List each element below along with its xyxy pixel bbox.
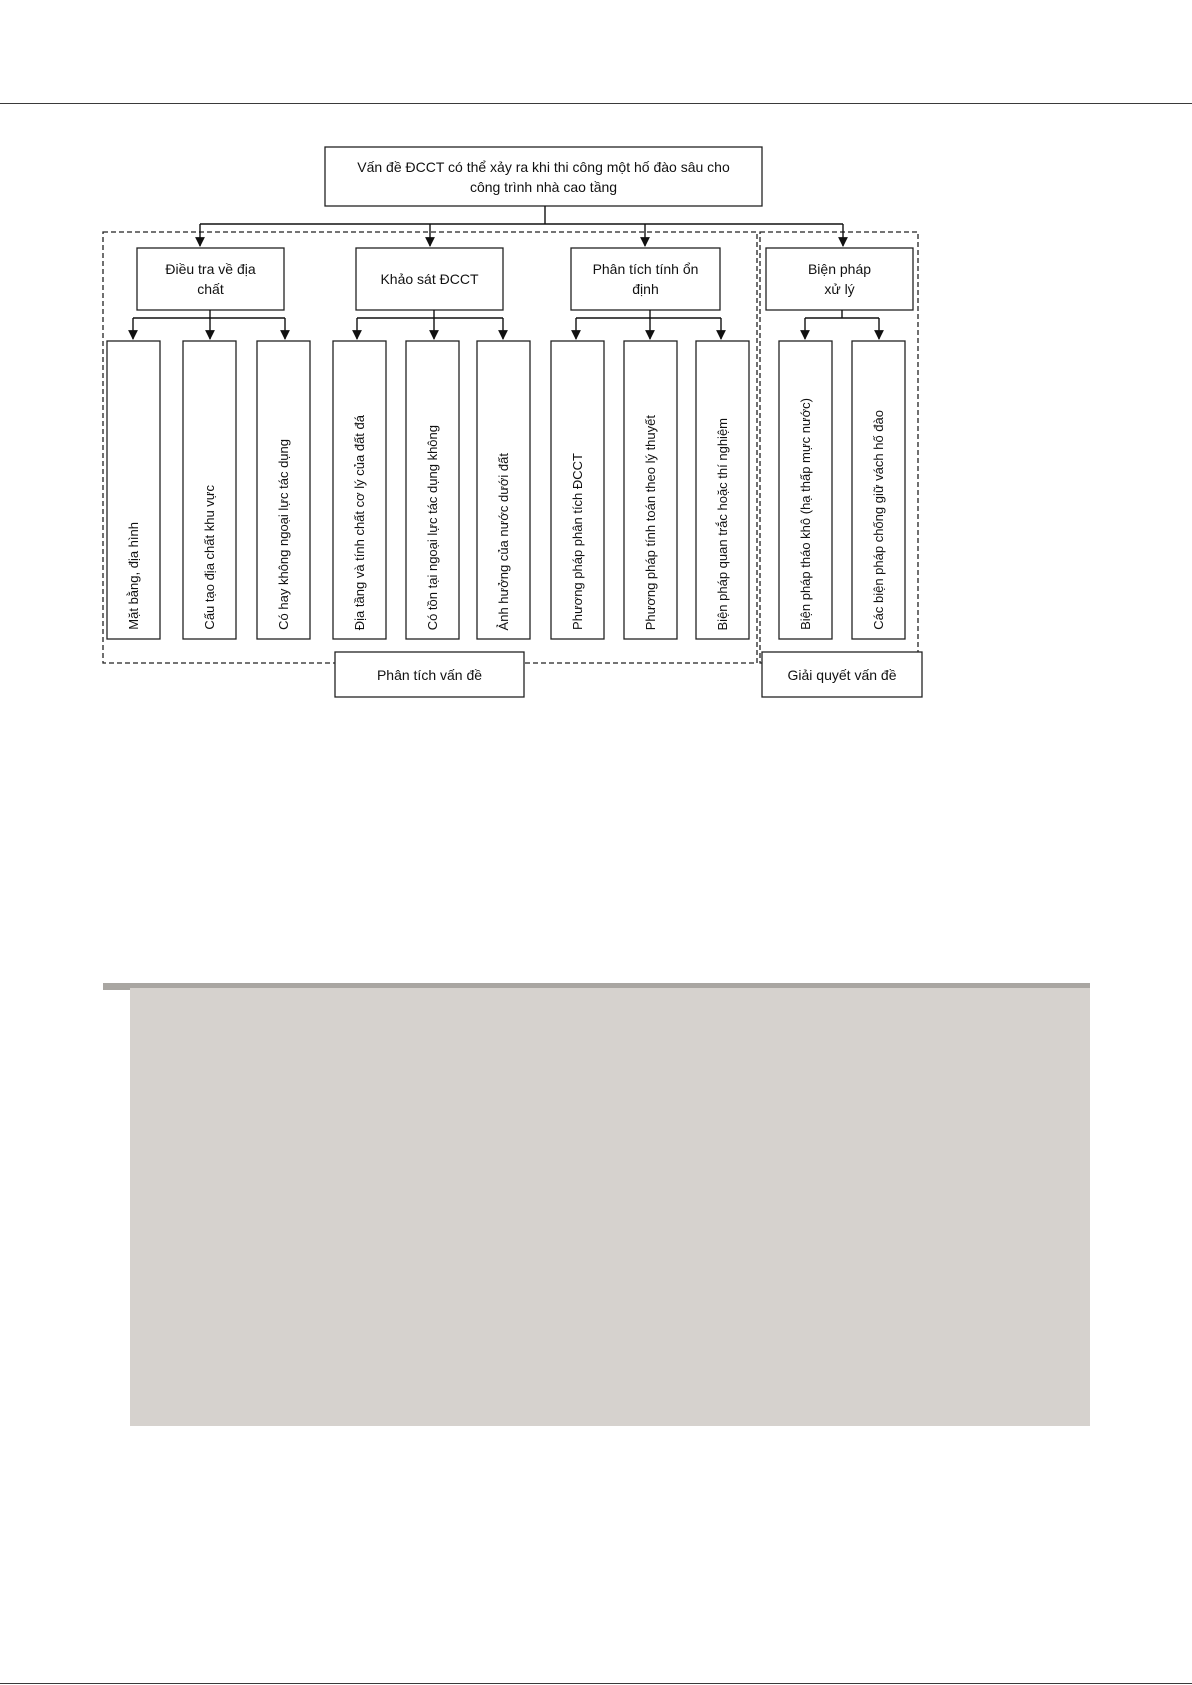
- item-monitoring: [696, 341, 749, 639]
- root-text: Vấn đề ĐCCT có thể xảy ra khi thi công một hố đào sâu cho công trình nhà cao tầng: [357, 158, 730, 195]
- item-groundwater: [477, 341, 530, 639]
- item-label: Biện pháp tháo khô (hạ thấp mực nước): [798, 398, 813, 630]
- solution-label: Giải quyết vấn đề: [787, 666, 897, 683]
- item-wall-support: [852, 341, 905, 639]
- bottom-rule: [0, 1683, 1192, 1684]
- item-label: Có tồn tại ngoại lực tác dụng không: [425, 424, 440, 630]
- item-dewatering: [779, 341, 832, 639]
- item-label: Cấu tạo địa chất khu vực: [202, 485, 217, 630]
- group-title-survey: Khảo sát ĐCCT: [380, 271, 479, 287]
- item-analysis-method: [551, 341, 604, 639]
- item-external-load: [406, 341, 459, 639]
- item-external-forces: [257, 341, 310, 639]
- group-title-geology: Điều tra về địa chất: [165, 261, 256, 297]
- item-regional-geology: [183, 341, 236, 639]
- gray-panel: [130, 988, 1090, 1426]
- group-title-stability: Phân tích tính ổn định: [592, 261, 699, 297]
- item-label: Phương pháp tính toán theo lý thuyết: [643, 414, 658, 630]
- item-label: Địa tầng và tính chất cơ lý của đất đá: [352, 414, 367, 630]
- item-label: Các biện pháp chống giữ vách hố đào: [871, 410, 886, 630]
- item-label: Ảnh hưởng của nước dưới đất: [496, 452, 511, 630]
- workflow-diagram: [0, 0, 1192, 760]
- group-title-measures: Biện pháp xử lý: [807, 261, 872, 297]
- item-theoretical-calc: [624, 341, 677, 639]
- item-label: Có hay không ngoại lực tác dụng: [276, 439, 291, 630]
- item-label: Biện pháp quan trắc hoặc thí nghiệm: [715, 417, 730, 630]
- item-label: Mặt bằng, địa hình: [126, 522, 141, 630]
- item-label: Phương pháp phân tích ĐCCT: [570, 453, 585, 630]
- item-terrain: [107, 341, 160, 639]
- item-strata-properties: [333, 341, 386, 639]
- analysis-label: Phân tích vấn đề: [376, 666, 483, 683]
